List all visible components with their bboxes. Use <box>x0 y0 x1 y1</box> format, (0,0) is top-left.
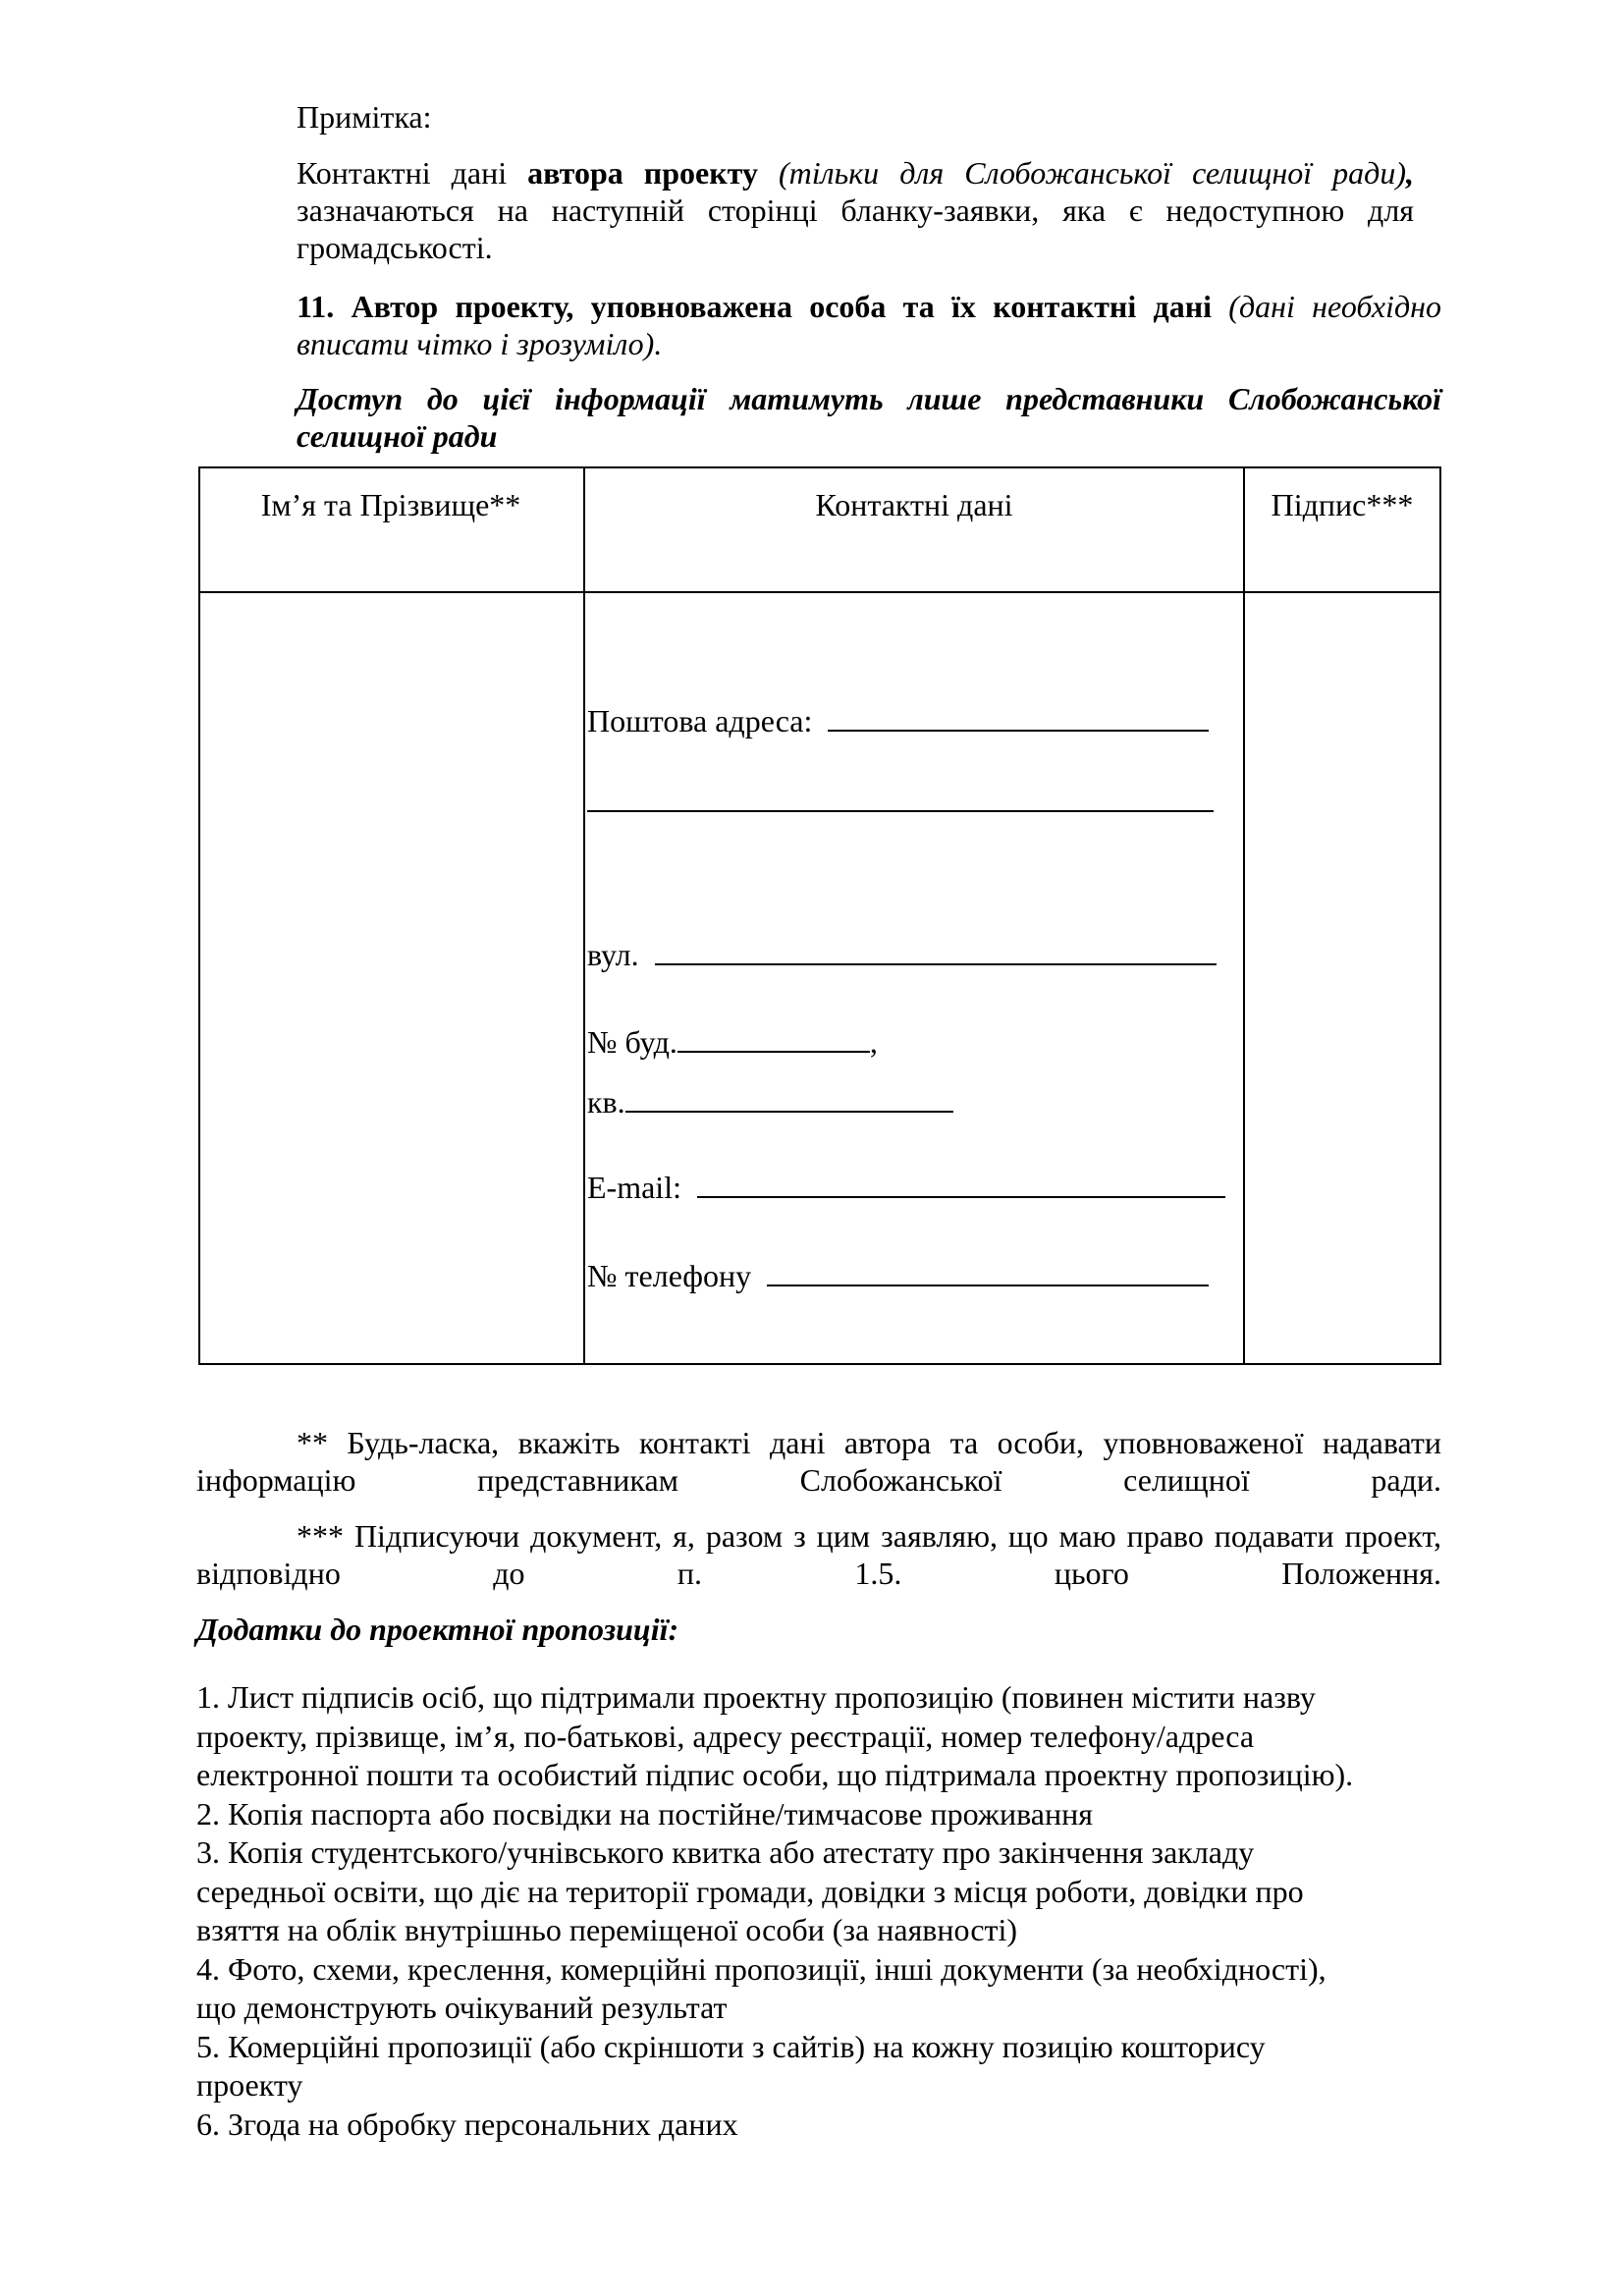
list-item: взяття на облік внутрішньо переміщеної особи (за наявності) <box>196 1912 1018 1947</box>
note-text-rest: зазначаються на наступній сторінці бланку-заявки, яка є недоступною для громадськості. <box>297 192 1414 265</box>
note-text-start: Контактні дані <box>297 155 528 191</box>
postal-address-line-2[interactable] <box>587 781 1214 820</box>
postal-address-field[interactable] <box>587 700 1209 739</box>
apartment-label: кв. <box>587 1084 625 1120</box>
table-divider-1 <box>583 466 585 1365</box>
email-label: E-mail: <box>587 1170 681 1205</box>
list-item: проекту, прізвище, ім’я, по-батькові, адресу реєстрації, номер телефону/адреса <box>196 1718 1255 1754</box>
list-item: 5. Комерційні пропозиції (або скріншоти з сайтів) на кожну позицію кошторису <box>196 2028 1266 2064</box>
building-field[interactable] <box>587 1021 878 1061</box>
table-divider-2 <box>1243 466 1245 1365</box>
attachments-list <box>196 1678 1473 2144</box>
building-line[interactable] <box>677 1021 870 1053</box>
list-item: електронної пошти та особистий підпис особи, що підтримала проектну пропозицію). <box>196 1757 1354 1792</box>
phone-label: № телефону <box>587 1258 752 1293</box>
section-11-heading <box>297 288 1441 362</box>
header-signature: Підпис*** <box>1271 487 1414 522</box>
street-field[interactable] <box>587 934 1217 973</box>
section-11-title: 11. Автор проекту, уповноважена особа та їх контактні дані <box>297 289 1213 324</box>
list-item: 3. Копія студентського/учнівського квитка або атестату про закінчення закладу <box>196 1834 1255 1870</box>
list-item: 1. Лист підписів осіб, що підтримали проектну пропозицію (повинен містити назву <box>196 1679 1316 1715</box>
list-item: що демонструють очікуваний результат <box>196 1990 728 2025</box>
note-italic: (тільки для Слобожанської селищної ради) <box>779 155 1407 191</box>
email-field[interactable] <box>587 1167 1225 1206</box>
apartment-line[interactable] <box>625 1081 953 1113</box>
apartment-field[interactable] <box>587 1081 953 1121</box>
list-item: 2. Копія паспорта або посвідки на постійне/тимчасове проживання <box>196 1795 1093 1831</box>
phone-line[interactable] <box>767 1255 1209 1286</box>
postal-address-line-2-underline[interactable] <box>587 781 1214 812</box>
list-item: 6. Згода на обробку персональних даних <box>196 2105 738 2142</box>
list-item: 4. Фото, схеми, креслення, комерційні пропозиції, інші документи (за необхідності), <box>196 1950 1326 1987</box>
table-top-border <box>198 466 1441 468</box>
contact-table <box>198 466 1441 1365</box>
postal-address-label: Поштова адреса: <box>587 703 813 738</box>
header-contacts: Контактні дані <box>815 487 1013 522</box>
building-label: № буд. <box>587 1024 677 1060</box>
postal-address-line[interactable] <box>828 700 1209 732</box>
note-paragraph <box>297 154 1414 266</box>
note-comma: , <box>1406 155 1415 191</box>
table-header-border <box>198 591 1441 593</box>
footnote-triple-star: *** Підписуючи документ, я, разом з цим заявляю, що маю право подавати проект, відповідно до п. 1.5. цього Положення. <box>196 1518 1441 1591</box>
access-note: Доступ до цієї інформації матимуть лише представники Слобожанської селищної ради <box>297 381 1441 454</box>
table-left-border <box>198 466 200 1365</box>
phone-field[interactable] <box>587 1255 1209 1294</box>
footnote-double-star: ** Будь-ласка, вкажіть контакті дані автора та особи, уповноваженої надавати інформацію представникам Слобожанської селищної ради. <box>196 1425 1441 1498</box>
attachments-title: Додатки до проектної пропозиції: <box>196 1612 679 1647</box>
list-item: середньої освіти, що діє на території громади, довідки з місця роботи, довідки про <box>196 1873 1304 1909</box>
table-bottom-border <box>198 1363 1441 1365</box>
table-right-border <box>1439 466 1441 1365</box>
note-label: Примітка: <box>297 99 432 135</box>
section-11-title-italic: (дані необхідно вписати чітко і зрозуміло). <box>297 289 1442 361</box>
street-label: вул. <box>587 937 639 972</box>
building-comma: , <box>869 1024 878 1060</box>
list-item: проекту <box>196 2067 303 2103</box>
email-line[interactable] <box>697 1167 1225 1198</box>
street-line[interactable] <box>655 934 1217 965</box>
note-author-bold: автора проекту <box>527 155 758 191</box>
header-name: Ім’я та Прізвище** <box>260 487 521 522</box>
